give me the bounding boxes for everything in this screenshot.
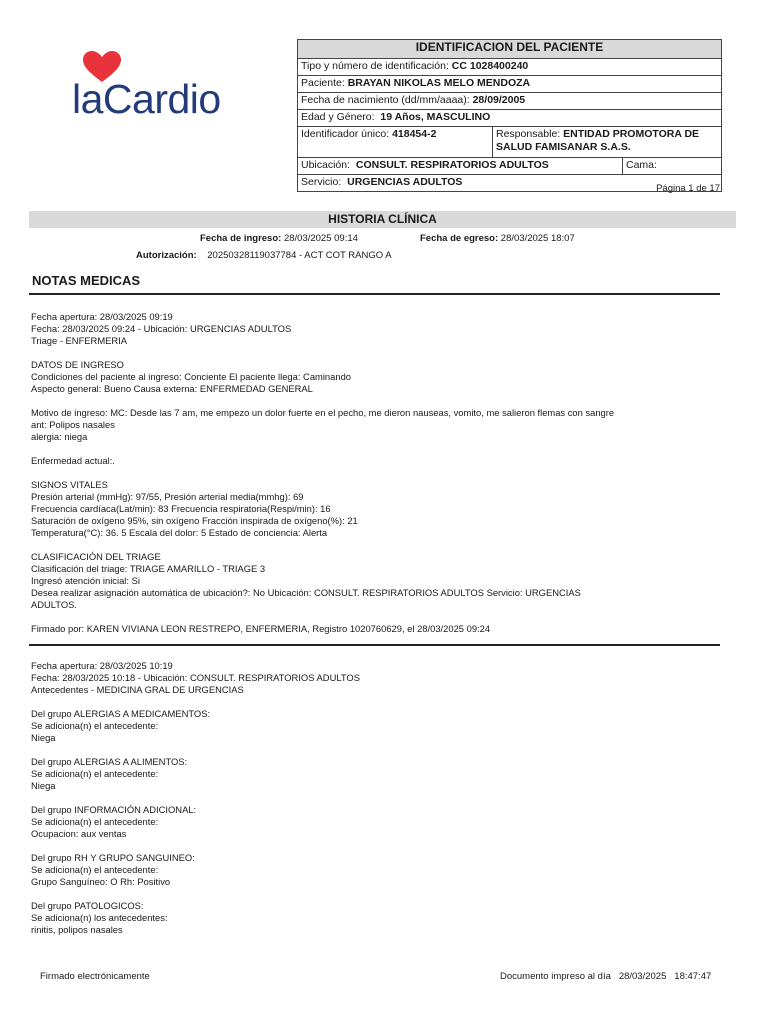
dob-row: Fecha de nacimiento (dd/mm/aaaa): 28/09/2005 xyxy=(298,93,722,110)
id-row: Tipo y número de identificación: CC 1028400240 xyxy=(298,59,722,76)
name-row: Paciente: BRAYAN NIKOLAS MELO MENDOZA xyxy=(298,76,722,93)
dob-value: 28/09/2005 xyxy=(472,94,526,106)
historia-clinica-title: HISTORIA CLÍNICA xyxy=(29,211,736,228)
autorizacion: Autorización: 20250328119037784 - ACT COT RANGO A xyxy=(136,250,392,261)
note-antecedentes xyxy=(31,660,691,948)
grupo-alergias-medicamentos: Del grupo ALERGIAS A MEDICAMENTOS: Se adiciona(n) el antecedente: Niega xyxy=(31,708,211,743)
grupo-patologicos: Del grupo PATOLOGICOS: Se adiciona(n) los antecedentes: rinitis, polipos nasales xyxy=(31,900,168,935)
divider xyxy=(29,644,720,646)
signos-vitales: SIGNOS VITALES Presión arterial (mmHg): 97/55, Presión arterial media(mmhg): 69 Frecuencia cardíaca(Lat/min): 83 Frecuencia respiratoria(Respi/min): 16 Saturación de oxígeno 95%, sin oxígeno Fracción inspirada de oxígeno(%): 21 Temperatura(°C): 36. 5 Escala del dolor: 5 Estado de conciencia: Alerta xyxy=(31,479,358,538)
divider xyxy=(29,293,720,295)
note-header: Fecha apertura: 28/03/2025 09:19 Fecha: 28/03/2025 09:24 - Ubicación: URGENCIAS ADULTOS Triage - ENFERMERIA xyxy=(31,311,292,346)
datos-ingreso: DATOS DE INGRESO Condiciones del paciente al ingreso: Conciente El paciente llega: Caminando Aspecto general: Bueno Causa externa: ENFERMEDAD GENERAL xyxy=(31,359,351,394)
lacardio-logo xyxy=(72,48,262,128)
service-value: URGENCIAS ADULTOS xyxy=(347,176,463,188)
note-triage xyxy=(31,311,691,647)
service-row: Servicio: URGENCIAS ADULTOS xyxy=(298,175,722,192)
fecha-ingreso: Fecha de ingreso: 28/03/2025 09:14 xyxy=(200,233,358,244)
footer-signed: Firmado electrónicamente xyxy=(40,971,150,982)
grupo-alergias-alimentos: Del grupo ALERGIAS A ALIMENTOS: Se adiciona(n) el antecedente: Niega xyxy=(31,756,188,791)
brand-name: laCardio xyxy=(72,76,221,122)
uid-value: 418454-2 xyxy=(392,128,437,140)
age-value: 19 Años, MASCULINO xyxy=(380,111,491,123)
grupo-rh-sanguineo: Del grupo RH Y GRUPO SANGUINEO: Se adiciona(n) el antecedente: Grupo Sanguíneo: O Rh: Positivo xyxy=(31,852,195,887)
grupo-informacion-adicional: Del grupo INFORMACIÓN ADICIONAL: Se adiciona(n) el antecedente: Ocupacion: aux ventas xyxy=(31,804,197,839)
location-value: CONSULT. RESPIRATORIOS ADULTOS xyxy=(355,159,549,171)
firma-nota: Firmado por: KAREN VIVIANA LEON RESTREPO, ENFERMERIA, Registro 1020760629, el 28/03/2025 09:24 xyxy=(31,623,491,634)
patient-identification-table xyxy=(297,39,722,192)
name-value: BRAYAN NIKOLAS MELO MENDOZA xyxy=(347,77,531,89)
responsable-cell: Responsable: ENTIDAD PROMOTORA DE SALUD FAMISANAR S.A.S. xyxy=(493,127,722,158)
age-row: Edad y Género: 19 Años, MASCULINO xyxy=(298,110,722,127)
section-title: NOTAS MEDICAS xyxy=(32,273,141,288)
bed-cell: Cama: xyxy=(623,158,722,175)
clasificacion-triage: CLASIFICACIÓN DEL TRIAGE Clasificación del triage: TRIAGE AMARILLO - TRIAGE 3 Ingresó atención inicial: Si Desea realizar asignación automática de ubicación?: No Ubicación: CONSULT. RESPIRATORIOS ADULTOS Servicio: URGENCIAS ADULTOS. xyxy=(31,551,581,610)
footer-printed: Documento impreso al día 28/03/2025 18:47:47 xyxy=(500,971,712,982)
location-cell: Ubicación: CONSULT. RESPIRATORIOS ADULTOS xyxy=(298,158,623,175)
note-header: Fecha apertura: 28/03/2025 10:19 Fecha: 28/03/2025 10:18 - Ubicación: CONSULT. RESPIRATORIOS ADULTOS Antecedentes - MEDICINA GRAL DE URGENCIAS xyxy=(31,660,360,695)
page-number: Página 1 de 17 xyxy=(656,183,720,194)
responsable-value: ENTIDAD PROMOTORA DE SALUD FAMISANAR S.A.S. xyxy=(496,128,700,153)
fecha-egreso: Fecha de egreso: 28/03/2025 18:07 xyxy=(420,233,575,244)
patient-table-title: IDENTIFICACION DEL PACIENTE xyxy=(298,40,722,59)
motivo-ingreso: Motivo de ingreso: MC: Desde las 7 am, me empezo un dolor fuerte en el pecho, me dieron nauseas, vomito, me salieron flemas con sangre ant: Polipos nasales alergia: niega xyxy=(31,407,615,442)
uid-cell: Identificador único: 418454-2 xyxy=(298,127,493,158)
id-value: CC 1028400240 xyxy=(451,60,529,72)
enfermedad-actual: Enfermedad actual:. xyxy=(31,455,115,466)
